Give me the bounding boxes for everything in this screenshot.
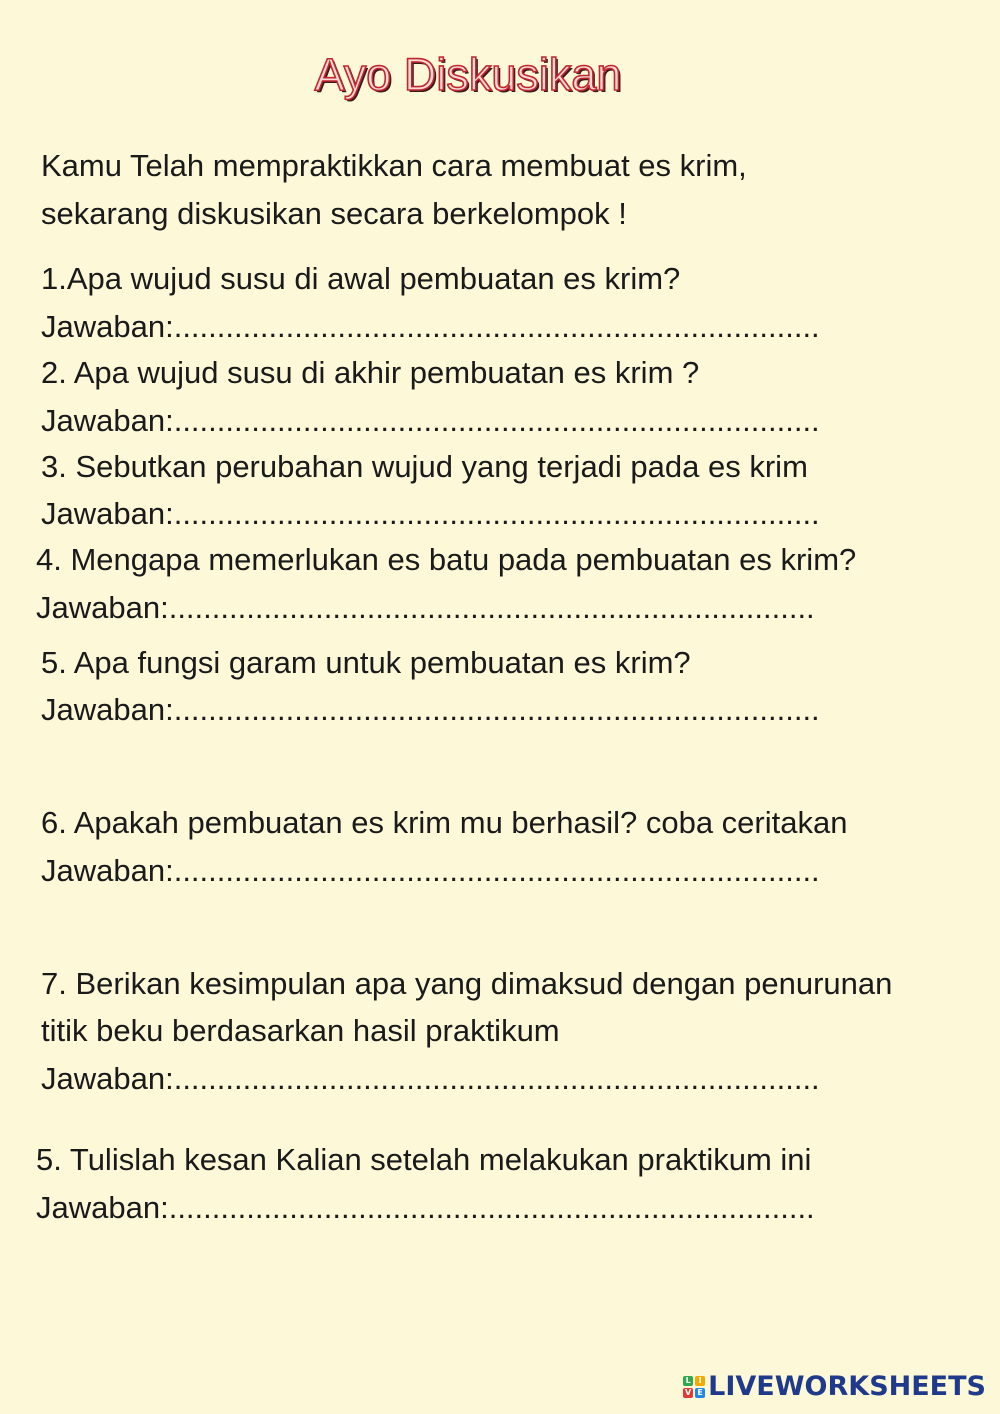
answer-field-3[interactable]: Jawaban:........................................................................... xyxy=(41,496,820,531)
question-6-text: 6. Apakah pembuatan es krim mu berhasil? coba ceritakan xyxy=(41,805,848,840)
answer-field-2[interactable]: Jawaban:........................................................................... xyxy=(41,403,820,438)
intro-line: Kamu Telah mempraktikkan cara membuat es krim, xyxy=(41,148,747,183)
question-7-text: 7. Berikan kesimpulan apa yang dimaksud dengan penurunan xyxy=(41,966,893,1001)
question-2-text: 2. Apa wujud susu di akhir pembuatan es krim ? xyxy=(41,355,700,390)
question-5-text: 5. Apa fungsi garam untuk pembuatan es krim? xyxy=(41,645,691,680)
question-1-text: 1.Apa wujud susu di awal pembuatan es krim? xyxy=(41,261,681,296)
answer-field-8[interactable]: Jawaban:........................................................................... xyxy=(36,1190,815,1225)
answer-field-4[interactable]: Jawaban:........................................................................... xyxy=(36,590,815,625)
question-4-text: 4. Mengapa memerlukan es batu pada pembuatan es krim? xyxy=(36,542,857,577)
answer-field-1[interactable]: Jawaban:........................................................................... xyxy=(41,309,820,344)
liveworksheets-logo[interactable] xyxy=(683,1371,986,1402)
question-3-text: 3. Sebutkan perubahan wujud yang terjadi pada es krim xyxy=(41,449,808,484)
answer-field-7[interactable]: Jawaban:........................................................................... xyxy=(41,1061,820,1096)
intro-line: sekarang diskusikan secara berkelompok ! xyxy=(41,196,627,231)
page-title: Ayo Diskusikan xyxy=(314,49,622,100)
question-7-text-cont: titik beku berdasarkan hasil praktikum xyxy=(41,1013,560,1048)
liveworksheets-logo-icon: L I V E xyxy=(683,1376,705,1398)
liveworksheets-logo-text: LIVEWORKSHEETS xyxy=(708,1371,986,1402)
answer-field-6[interactable]: Jawaban:........................................................................... xyxy=(41,853,820,888)
answer-field-5[interactable]: Jawaban:........................................................................... xyxy=(41,692,820,727)
question-8-text: 5. Tulislah kesan Kalian setelah melakukan praktikum ini xyxy=(36,1142,812,1177)
